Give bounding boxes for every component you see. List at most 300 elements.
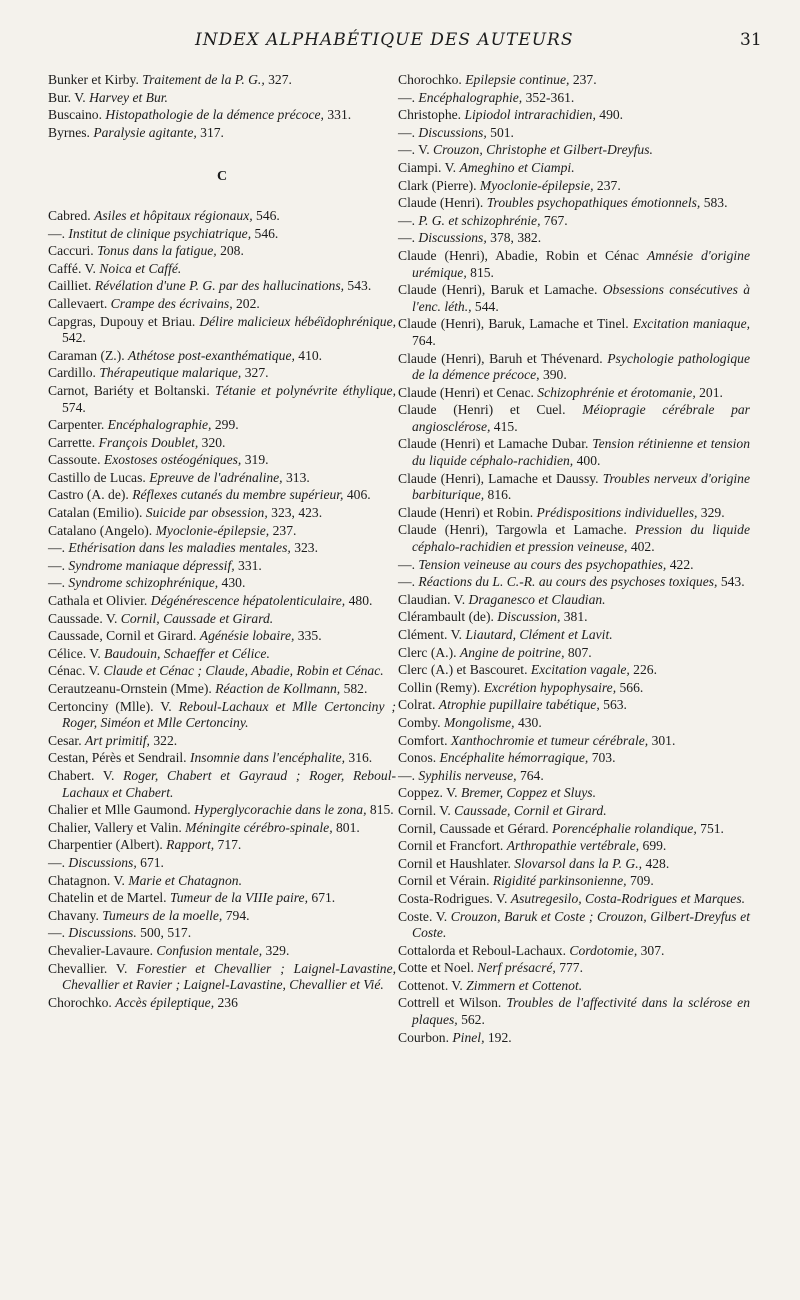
- index-entry: [48, 943, 396, 960]
- entry-author: Buscaino.: [48, 107, 106, 123]
- entry-author: Byrnes.: [48, 124, 94, 140]
- entry-title: Révélation d'une P. G. par des hallucinations,: [94, 278, 345, 294]
- entry-title: Discussions.: [68, 925, 137, 941]
- entry-title: Lipiodol intrarachidien,: [464, 107, 596, 123]
- entry-author: Clerc (A.) et Bascouret.: [398, 662, 531, 678]
- entry-title: Cornil, Caussade et Girard.: [120, 610, 274, 626]
- index-entry: [48, 820, 396, 837]
- index-entry: [48, 348, 396, 365]
- index-entry: [398, 316, 750, 349]
- entry-title: Tonus dans la fatigue,: [97, 243, 217, 259]
- index-entry: [398, 891, 750, 908]
- index-entry: [48, 768, 396, 801]
- entry-author: Chatagnon. V.: [48, 872, 129, 888]
- entry-title: Confusion mentale,: [156, 942, 263, 958]
- entry-author: Claude (Henri) et Lamache Dubar.: [398, 436, 593, 452]
- entry-author: —.: [48, 925, 69, 941]
- index-entry: [398, 856, 750, 873]
- entry-pages: 430.: [218, 575, 246, 591]
- entry-title: Hyperglycorachie dans le zona,: [194, 802, 367, 818]
- entry-pages: 703.: [588, 750, 616, 766]
- index-entry: [48, 278, 396, 295]
- entry-author: Bur. V.: [48, 89, 90, 105]
- entry-title: Excrétion hypophysaire,: [483, 679, 617, 695]
- entry-pages: 543.: [344, 278, 372, 294]
- entry-title: Psychologie pathologique de la démence précoce,: [412, 350, 750, 383]
- index-entry: [48, 383, 396, 416]
- entry-author: —.: [398, 124, 419, 140]
- entry-title: Arthropathie vertébrale,: [506, 838, 640, 854]
- entries-c-right: [398, 72, 750, 1046]
- entry-title: François Doublet,: [98, 434, 199, 450]
- entry-pages: 313.: [282, 469, 310, 485]
- entry-pages: 546.: [251, 225, 279, 241]
- entry-title: Réactions du L. C.-R. au cours des psychoses toxiques,: [418, 574, 718, 590]
- index-entry: [398, 838, 750, 855]
- entry-title: Zimmern et Cottenot.: [466, 977, 583, 993]
- entry-author: Claude (Henri), Baruk, Lamache et Tinel.: [398, 316, 633, 332]
- entry-pages: 400.: [573, 453, 601, 469]
- index-entry: [398, 995, 750, 1028]
- entry-title: Porencéphalie rolandique,: [552, 820, 697, 836]
- entry-pages: 319.: [241, 452, 269, 468]
- entry-pages: 322.: [149, 732, 178, 748]
- entry-author: Cornil. V.: [398, 802, 455, 818]
- entry-pages: 542.: [62, 330, 86, 346]
- entry-title: Tension veineuse au cours des psychopathies,: [418, 556, 667, 572]
- entry-author: Cottrell et Wilson.: [398, 995, 507, 1011]
- index-entry: [398, 282, 750, 315]
- entry-author: —.: [398, 574, 419, 590]
- index-entry: [398, 178, 750, 195]
- entry-title: Crouzon, Christophe et Gilbert-Dreyfus.: [433, 142, 653, 158]
- entry-pages: 777.: [555, 960, 583, 976]
- entry-author: —. V.: [398, 142, 434, 158]
- index-entry: [398, 522, 750, 555]
- entry-pages: 237.: [269, 522, 297, 538]
- entry-author: Claude (Henri), Lamache et Daussy.: [398, 470, 603, 486]
- entry-pages: 299.: [211, 417, 239, 433]
- entry-author: Cornil et Francfort.: [398, 838, 507, 854]
- index-entry: [48, 611, 396, 628]
- index-entry: [48, 452, 396, 469]
- entry-author: Cailliet.: [48, 278, 95, 294]
- entry-title: Atrophie pupillaire tabétique,: [438, 697, 600, 713]
- entry-pages: 323, 423.: [267, 505, 323, 521]
- index-entry: [48, 733, 396, 750]
- entry-author: Courbon.: [398, 1029, 453, 1045]
- entry-title: Syndrome schizophrénique,: [68, 575, 219, 591]
- entry-author: Collin (Remy).: [398, 679, 484, 695]
- entry-author: Cassoute.: [48, 452, 104, 468]
- entry-title: Pression du liquide céphalo-rachidien et pression veineuse,: [412, 522, 751, 555]
- entry-author: Chalier, Vallery et Valin.: [48, 819, 186, 835]
- index-entry: [398, 960, 750, 977]
- entry-author: Christophe.: [398, 107, 465, 123]
- entry-author: Claudian. V.: [398, 591, 469, 607]
- index-entry: [48, 593, 396, 610]
- index-entry: [398, 402, 750, 435]
- entry-author: Ciampi. V.: [398, 159, 460, 175]
- entry-pages: 352-361.: [522, 89, 575, 105]
- index-entry: [48, 261, 396, 278]
- index-entry: [48, 505, 396, 522]
- entry-pages: 717.: [214, 837, 242, 853]
- entry-pages: 192.: [484, 1029, 512, 1045]
- index-entry: [48, 646, 396, 663]
- entry-author: Cerautzeanu-Ornstein (Mme).: [48, 681, 216, 696]
- entry-author: —.: [48, 225, 69, 241]
- entry-title: Insomnie dans l'encéphalite,: [189, 750, 346, 766]
- entry-title: Réflexes cutanés du membre supérieur,: [132, 487, 344, 503]
- entry-pages: 201.: [695, 384, 723, 400]
- entry-pages: 546.: [252, 207, 280, 223]
- index-entry: [398, 733, 750, 750]
- entry-title: Tétanie et polynévrite éthylique,: [215, 382, 396, 398]
- entry-pages: 543.: [717, 574, 745, 590]
- entry-title: Méiopragie cérébrale par angiosclérose,: [412, 402, 750, 434]
- entry-pages: 237.: [593, 177, 621, 193]
- entry-title: Troubles psychopathiques émotionnels,: [486, 195, 701, 211]
- entry-title: Tension rétinienne et tension du liquide céphalo-rachidien,: [412, 436, 750, 469]
- entry-author: Chevallier. V.: [48, 960, 137, 976]
- entry-title: Pinel,: [452, 1029, 485, 1045]
- entry-title: Myoclonie-épilepsie,: [479, 177, 594, 193]
- entry-author: Conos.: [398, 750, 440, 766]
- entry-pages: 329.: [697, 504, 725, 520]
- entry-pages: 331.: [323, 107, 352, 123]
- entry-author: Claude (Henri) et Cuel.: [398, 402, 583, 418]
- index-entry: [48, 90, 396, 107]
- entry-title: Prédispositions individuelles,: [536, 504, 698, 520]
- entry-title: Harvey et Bur.: [89, 89, 168, 105]
- entry-title: Asiles et hôpitaux régionaux,: [94, 207, 253, 223]
- entry-author: Cénac. V.: [48, 663, 104, 679]
- index-entry: [398, 471, 750, 504]
- index-entry: [48, 125, 396, 142]
- index-entry: [48, 873, 396, 890]
- entry-title: Délire malicieux hébéïdophrénique,: [199, 313, 396, 329]
- entry-pages: 301.: [648, 732, 676, 748]
- entry-pages: 807.: [564, 644, 592, 660]
- index-entry: [398, 909, 750, 942]
- entry-pages: 226.: [629, 662, 657, 678]
- entry-title: Draganesco et Claudian.: [468, 591, 606, 607]
- entry-pages: 574.: [62, 399, 86, 415]
- entry-pages: 208.: [216, 243, 244, 259]
- entry-pages: 430.: [514, 714, 542, 730]
- index-entry: [398, 505, 750, 522]
- index-entry: [398, 873, 750, 890]
- entry-pages: 415.: [490, 418, 518, 434]
- index-entry: [398, 72, 750, 89]
- entry-title: Tumeurs de la moelle,: [102, 907, 223, 923]
- entry-author: Claude (Henri), Abadie, Robin et Cénac: [398, 247, 647, 263]
- index-entry: [398, 592, 750, 609]
- entry-pages: 236: [214, 994, 238, 1010]
- entry-author: Cathala et Olivier.: [48, 593, 151, 609]
- entry-author: Chalier et Mlle Gaumond.: [48, 802, 195, 818]
- entry-author: Carpenter.: [48, 417, 108, 433]
- index-entry: [398, 609, 750, 626]
- entry-title: Troubles de l'affectivité dans la sclérose en plaques,: [412, 995, 750, 1028]
- entry-author: Chorochko.: [48, 994, 116, 1010]
- index-entry: [398, 662, 750, 679]
- entry-title: Excitation maniaque,: [632, 316, 750, 332]
- entry-pages: 335.: [294, 628, 322, 644]
- entry-author: Caccuri.: [48, 243, 98, 259]
- entry-author: —.: [398, 767, 419, 783]
- entry-title: Crouzon, Baruk et Coste ; Crouzon, Gilbert-Dreyfus et Coste.: [412, 908, 750, 941]
- index-entry: [398, 557, 750, 574]
- index-entry: [48, 699, 396, 732]
- entry-author: Claude (Henri) et Cenac.: [398, 384, 538, 400]
- entry-title: Obsessions consécutives à l'enc. léth.,: [412, 282, 750, 314]
- entry-title: Reboul-Lachaux et Mlle Certonciny ; Roger, Siméon et Mlle Certonciny.: [62, 698, 396, 731]
- entry-author: —.: [48, 557, 69, 573]
- entry-title: Méningite cérébro-spinale,: [185, 819, 333, 835]
- entry-title: Schizophrénie et érotomanie,: [537, 384, 696, 400]
- entry-author: —.: [398, 89, 419, 105]
- entry-pages: 307.: [637, 942, 665, 958]
- entry-author: —.: [398, 230, 419, 246]
- index-entry: [48, 540, 396, 557]
- index-entry: [48, 750, 396, 767]
- index-entry: [398, 195, 750, 212]
- entry-author: Chatelin et de Martel.: [48, 890, 170, 906]
- entry-author: Caussade, Cornil et Girard.: [48, 628, 200, 644]
- index-entry: [48, 470, 396, 487]
- entry-title: Noica et Caffé.: [99, 260, 182, 276]
- entry-title: Liautard, Clément et Lavit.: [465, 627, 613, 642]
- entry-title: Angine de poitrine,: [459, 644, 565, 660]
- entry-pages: 480.: [345, 593, 373, 609]
- entry-pages: 237.: [569, 72, 597, 87]
- index-entry: [48, 908, 396, 925]
- page-header: [0, 30, 800, 58]
- entry-title: Cordotomie,: [569, 942, 638, 958]
- entry-author: —.: [48, 854, 69, 870]
- index-entry: [48, 417, 396, 434]
- index-entry: [398, 645, 750, 662]
- entry-author: Costa-Rodrigues. V.: [398, 890, 511, 906]
- entry-author: Coppez. V.: [398, 785, 461, 801]
- index-entry: [48, 107, 396, 124]
- entry-title: Syphilis nerveuse,: [418, 767, 517, 783]
- entry-pages: 381.: [560, 609, 588, 625]
- entry-title: Bremer, Coppez et Sluys.: [460, 785, 596, 801]
- entry-author: Charpentier (Albert).: [48, 837, 167, 853]
- entry-title: Athétose post-exanthématique,: [128, 347, 295, 363]
- entry-author: Clément. V.: [398, 627, 466, 642]
- entry-author: Claude (Henri).: [398, 195, 487, 211]
- index-entry: [398, 978, 750, 995]
- entry-author: Cesar.: [48, 732, 85, 748]
- running-title: INDEX ALPHABÉTIQUE DES AUTEURS: [195, 30, 574, 50]
- entry-pages: 406.: [343, 487, 371, 503]
- entry-pages: 671.: [136, 854, 164, 870]
- index-entry: [48, 558, 396, 575]
- entry-author: Cornil, Caussade et Gérard.: [398, 820, 553, 836]
- entry-title: P. G. et schizophrénie,: [418, 212, 541, 228]
- entry-title: Ameghino et Ciampi.: [459, 159, 575, 175]
- entry-pages: 764.: [516, 767, 544, 783]
- entry-author: Cottalorda et Reboul-Lachaux.: [398, 942, 570, 958]
- entry-title: Roger, Chabert et Gayraud ; Roger, Reboul-Lachaux et Chabert.: [62, 767, 396, 800]
- entry-title: Ethérisation dans les maladies mentales,: [68, 540, 291, 556]
- entry-pages: 815.: [466, 264, 494, 280]
- entry-title: Thérapeutique malarique,: [99, 365, 242, 381]
- index-entry: [398, 1030, 750, 1047]
- entry-pages: 331.: [234, 557, 262, 573]
- entry-author: Claude (Henri) et Robin.: [398, 504, 537, 520]
- entry-author: Colrat.: [398, 697, 439, 713]
- entry-author: Cottenot. V.: [398, 977, 467, 993]
- entry-author: Coste. V.: [398, 908, 451, 924]
- entry-title: Claude et Cénac ; Claude, Abadie, Robin et Cénac.: [103, 663, 384, 679]
- entry-pages: 329.: [262, 942, 290, 958]
- entry-author: Clérambault (de).: [398, 609, 498, 625]
- entry-author: Clark (Pierre).: [398, 177, 480, 193]
- entry-title: Tumeur de la VIIIe paire,: [169, 890, 308, 906]
- entry-pages: 816.: [484, 487, 512, 503]
- entry-pages: 428.: [642, 855, 670, 871]
- entry-pages: 751.: [696, 820, 724, 836]
- index-entry: [48, 314, 396, 347]
- entry-author: Bunker et Kirby.: [48, 72, 143, 87]
- entry-author: Caussade. V.: [48, 610, 121, 626]
- entry-author: Caraman (Z.).: [48, 347, 129, 363]
- entry-pages: 801.: [332, 819, 360, 835]
- entry-pages: 671.: [308, 890, 336, 906]
- entry-title: Discussions,: [68, 854, 137, 870]
- entry-author: Chabert. V.: [48, 767, 124, 783]
- index-entry: [398, 248, 750, 281]
- index-entry: [398, 821, 750, 838]
- entry-pages: 699.: [639, 838, 667, 854]
- entry-author: Cornil et Haushlater.: [398, 855, 515, 871]
- entry-author: Castillo de Lucas.: [48, 469, 150, 485]
- entry-pages: 378, 382.: [486, 230, 542, 246]
- right-column: [398, 72, 750, 1047]
- entry-author: Cabred.: [48, 207, 95, 223]
- entry-author: —.: [398, 212, 419, 228]
- index-entry: [398, 213, 750, 230]
- entry-title: Asutregesilo, Costa-Rodrigues et Marques.: [510, 890, 746, 906]
- index-entry: [398, 803, 750, 820]
- entry-pages: 317.: [196, 124, 224, 140]
- entry-pages: 563.: [599, 697, 627, 713]
- entry-title: Rapport,: [166, 837, 215, 853]
- entry-title: Syndrome maniaque dépressif,: [68, 557, 235, 573]
- index-entry: [398, 125, 750, 142]
- entry-title: Troubles nerveux d'origine barbiturique,: [412, 470, 751, 503]
- entry-title: Xanthochromie et tumeur cérébrale,: [450, 732, 649, 748]
- index-entry: [398, 680, 750, 697]
- entry-author: Claude (Henri), Targowla et Lamache.: [398, 522, 636, 538]
- entry-author: Chevalier-Lavaure.: [48, 942, 157, 958]
- entry-author: Claude (Henri), Baruh et Thévenard.: [398, 350, 608, 366]
- index-entry: [48, 365, 396, 382]
- entry-author: Cotte et Noel.: [398, 960, 478, 976]
- index-entry: [48, 575, 396, 592]
- entry-pages: 316.: [345, 750, 373, 766]
- entry-title: Suicide par obsession,: [145, 505, 268, 521]
- entry-pages: 320.: [198, 434, 226, 450]
- entry-title: Encéphalographie,: [107, 417, 212, 433]
- index-entry: [48, 628, 396, 645]
- entry-title: Traitement de la P. G.,: [142, 72, 265, 87]
- entry-title: Encéphalite hémorragique,: [439, 750, 589, 766]
- entry-pages: 490.: [595, 107, 624, 123]
- index-entry: [398, 768, 750, 785]
- entry-title: Baudouin, Schaeffer et Célice.: [104, 645, 270, 661]
- entry-author: Cardillo.: [48, 365, 100, 381]
- entry-title: Histopathologie de la démence précoce,: [105, 107, 324, 123]
- entry-pages: 794.: [222, 907, 250, 923]
- entry-pages: 500, 517.: [136, 925, 192, 941]
- entry-author: Castro (A. de).: [48, 487, 133, 503]
- entry-title: Institut de clinique psychiatrique,: [68, 225, 252, 241]
- entry-pages: 323.: [290, 540, 318, 556]
- entry-author: Chorochko.: [398, 72, 466, 87]
- entry-author: Cestan, Pérès et Sendrail.: [48, 750, 190, 766]
- entries-c-left: [48, 208, 396, 1011]
- entry-pages: 544.: [471, 298, 499, 314]
- entry-title: Paralysie agitante,: [93, 124, 197, 140]
- entry-title: Crampe des écrivains,: [110, 295, 233, 311]
- entry-author: Cornil et Vérain.: [398, 873, 493, 889]
- entry-pages: 402.: [627, 539, 655, 555]
- index-entry: [48, 226, 396, 243]
- entry-author: Carnot, Bariéty et Boltanski.: [48, 382, 216, 398]
- entry-author: —.: [48, 575, 69, 591]
- entry-author: Callevaert.: [48, 295, 111, 311]
- index-entry: [398, 715, 750, 732]
- entry-title: Exostoses ostéogéniques,: [103, 452, 242, 468]
- entry-author: Certonciny (Mlle). V.: [48, 698, 179, 714]
- index-entry: [48, 802, 396, 819]
- index-entry: [48, 925, 396, 942]
- entry-title: Nerf présacré,: [477, 960, 556, 976]
- entry-pages: 582.: [340, 681, 368, 696]
- index-entry: [48, 243, 396, 260]
- index-entry: [48, 523, 396, 540]
- entry-title: Accès épileptique,: [115, 994, 215, 1010]
- index-entry: [398, 351, 750, 384]
- index-entry: [398, 90, 750, 107]
- entry-pages: 390.: [539, 367, 567, 383]
- index-entry: [398, 230, 750, 247]
- index-entry: [48, 890, 396, 907]
- page-number: 31: [740, 30, 762, 50]
- entry-pages: 709.: [626, 873, 654, 889]
- index-entry: [398, 750, 750, 767]
- index-entry: [398, 943, 750, 960]
- entry-author: Capgras, Dupouy et Briau.: [48, 313, 200, 329]
- entry-pages: 422.: [666, 556, 694, 572]
- entry-title: Amnésie d'origine urémique,: [412, 247, 750, 280]
- entry-pages: 327.: [241, 365, 269, 381]
- entry-title: Agénésie lobaire,: [199, 628, 295, 644]
- entry-author: Comby.: [398, 714, 444, 730]
- entry-title: Art primitif,: [85, 732, 150, 748]
- entry-title: Mongolisme,: [443, 714, 515, 730]
- entry-title: Myoclonie-épilepsie,: [155, 522, 270, 538]
- entry-author: Carrette.: [48, 434, 99, 450]
- entry-title: Marie et Chatagnon.: [128, 872, 242, 888]
- index-entry: [398, 436, 750, 469]
